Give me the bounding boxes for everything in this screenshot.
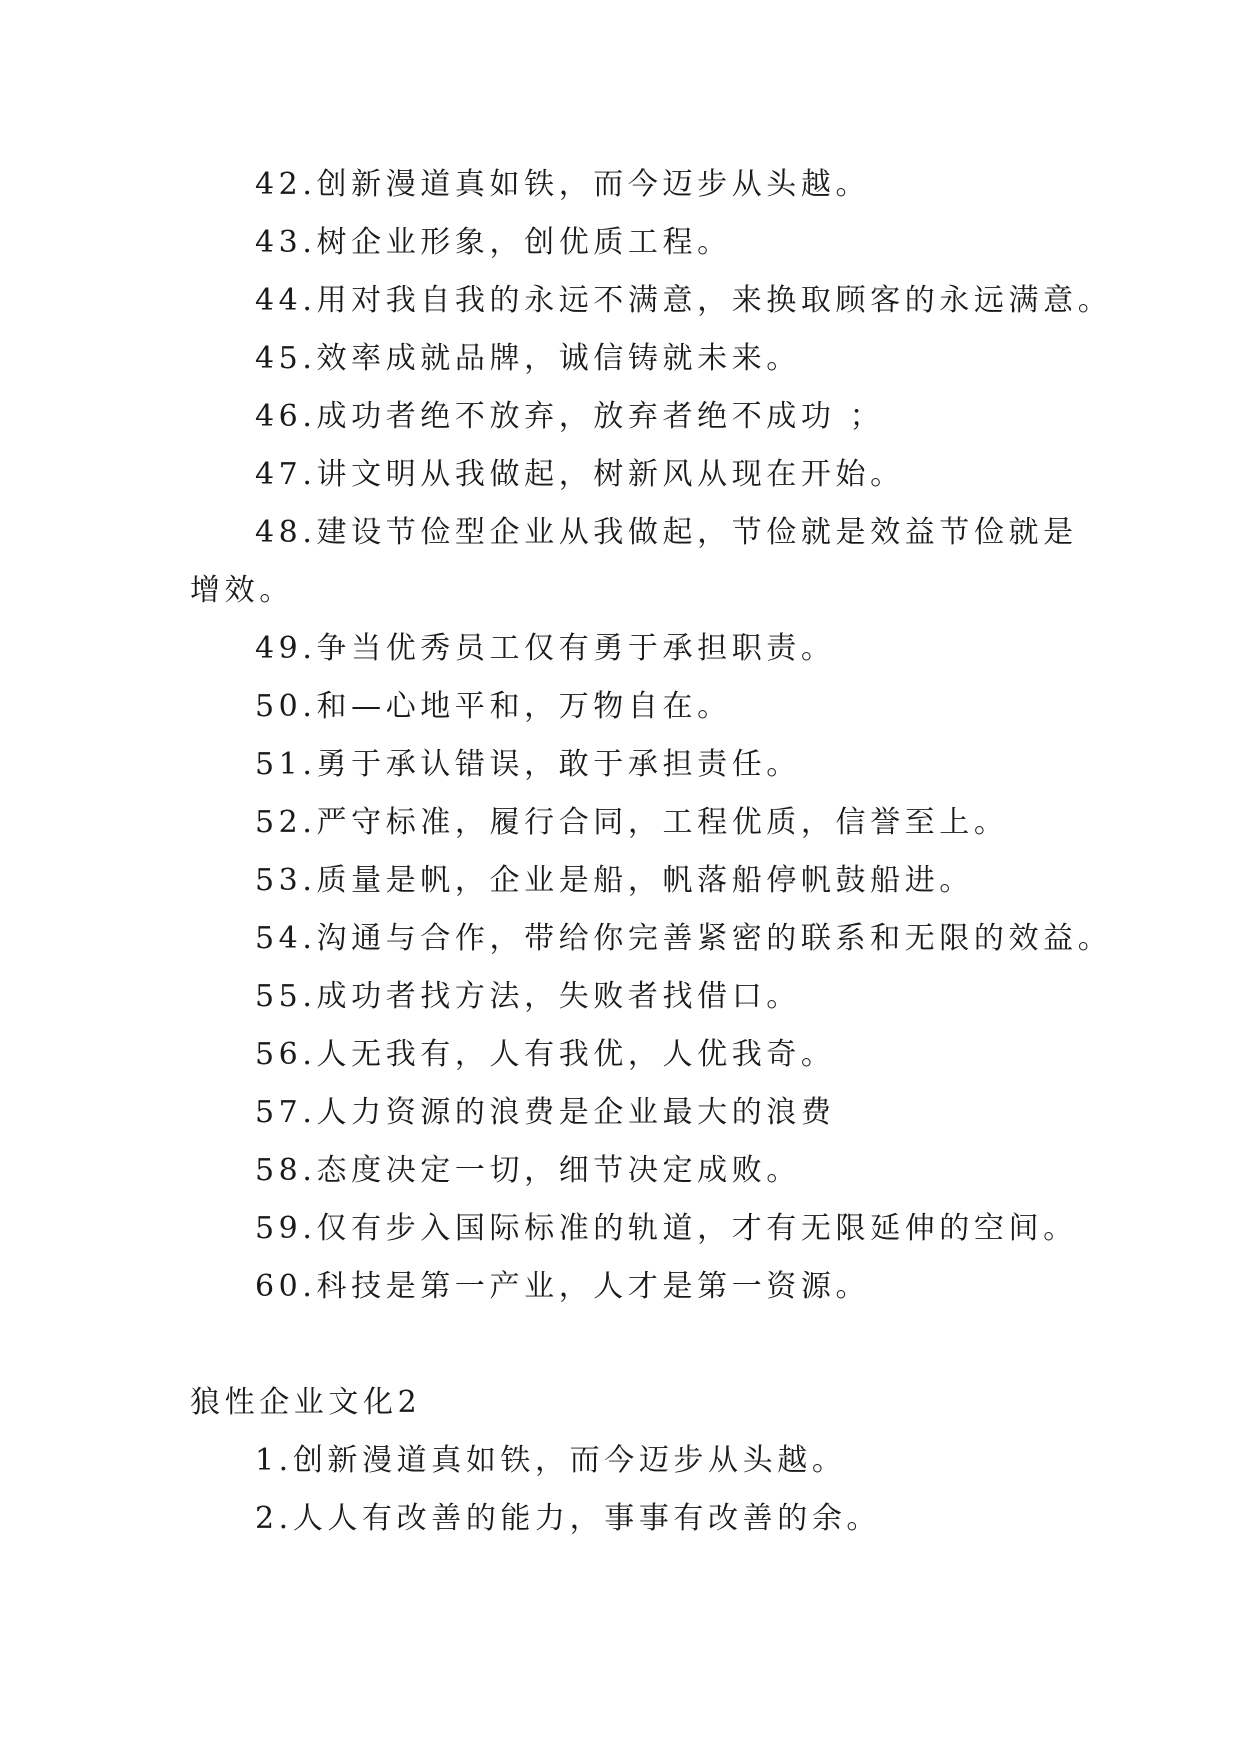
list-item: 45.效率成就品牌，诚信铸就未来。 xyxy=(255,341,801,376)
list-item: 56.人无我有，人有我优，人优我奇。 xyxy=(255,1037,836,1072)
list-item: 47.讲文明从我做起，树新风从现在开始。 xyxy=(255,457,905,492)
list-item: 53.质量是帆，企业是船，帆落船停帆鼓船进。 xyxy=(255,863,974,898)
list-item: 49.争当优秀员工仅有勇于承担职责。 xyxy=(255,631,836,666)
list-item: 55.成功者找方法，失败者找借口。 xyxy=(255,979,801,1014)
list-item: 51.勇于承认错误，敢于承担责任。 xyxy=(255,747,801,782)
list-item: 43.树企业形象，创优质工程。 xyxy=(255,225,732,260)
list-item-continuation: 增效。 xyxy=(190,573,294,608)
list-item: 60.科技是第一产业，人才是第一资源。 xyxy=(255,1269,871,1304)
list-item: 54.沟通与合作，带给你完善紧密的联系和无限的效益。 xyxy=(255,921,1113,956)
list-item: 52.严守标准，履行合同，工程优质，信誉至上。 xyxy=(255,805,1009,840)
list-item: 42.创新漫道真如铁，而今迈步从头越。 xyxy=(255,167,871,202)
list-item: 57.人力资源的浪费是企业最大的浪费 xyxy=(255,1095,836,1130)
list-item: 1.创新漫道真如铁，而今迈步从头越。 xyxy=(255,1443,847,1478)
list-item: 50.和—心地平和，万物自在。 xyxy=(255,689,732,724)
list-item: 44.用对我自我的永远不满意，来换取顾客的永远满意。 xyxy=(255,283,1113,318)
list-item: 46.成功者绝不放弃，放弃者绝不成功 ； xyxy=(255,399,885,434)
section-heading: 狼性企业文化2 xyxy=(190,1385,422,1420)
list-item: 58.态度决定一切，细节决定成败。 xyxy=(255,1153,801,1188)
list-item: 48.建设节俭型企业从我做起，节俭就是效益节俭就是 xyxy=(255,515,1078,550)
list-item: 59.仅有步入国际标准的轨道，才有无限延伸的空间。 xyxy=(255,1211,1078,1246)
list-item: 2.人人有改善的能力，事事有改善的余。 xyxy=(255,1501,882,1536)
